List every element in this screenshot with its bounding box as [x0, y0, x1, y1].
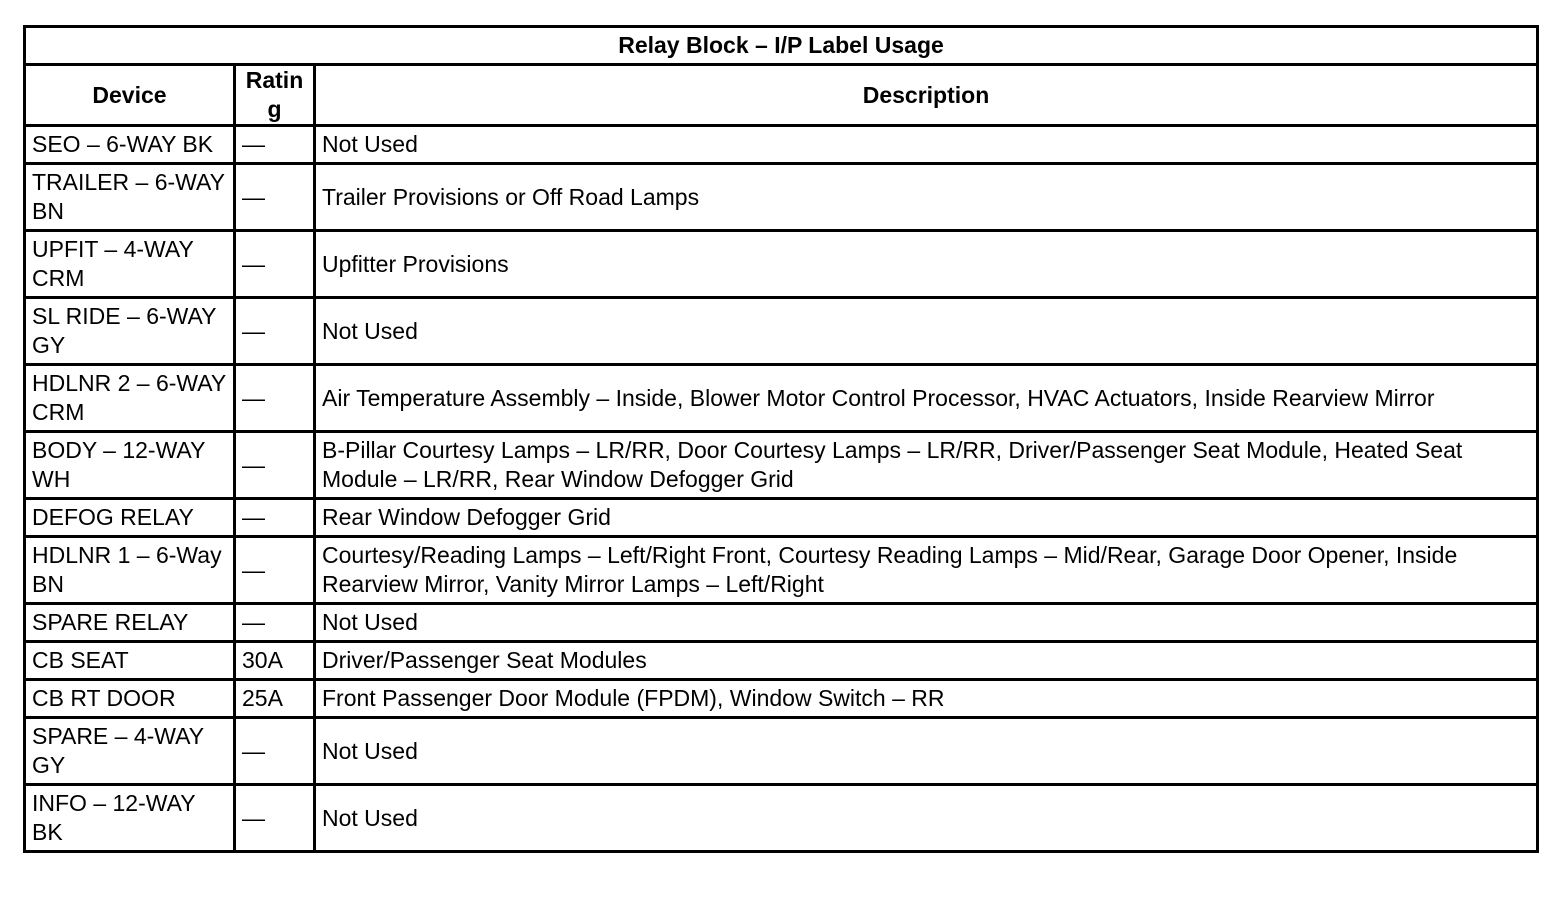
- description-cell: Not Used: [315, 604, 1538, 642]
- description-column-header: Description: [315, 65, 1538, 126]
- table-title: Relay Block – I/P Label Usage: [25, 27, 1538, 65]
- description-cell: Trailer Provisions or Off Road Lamps: [315, 164, 1538, 231]
- table-row: [25, 231, 1538, 298]
- device-cell: HDLNR 2 – 6-WAY CRM: [25, 365, 235, 432]
- description-cell: Not Used: [315, 126, 1538, 164]
- device-cell: TRAILER – 6-WAY BN: [25, 164, 235, 231]
- rating-column-header: Rating: [235, 65, 315, 126]
- rating-cell: —: [235, 298, 315, 365]
- device-cell: CB SEAT: [25, 642, 235, 680]
- description-cell: Upfitter Provisions: [315, 231, 1538, 298]
- description-cell: Air Temperature Assembly – Inside, Blower Motor Control Processor, HVAC Actuators, Inside Rearview Mirror: [315, 365, 1538, 432]
- table-row: [25, 718, 1538, 785]
- description-cell: Rear Window Defogger Grid: [315, 499, 1538, 537]
- device-cell: SL RIDE – 6-WAY GY: [25, 298, 235, 365]
- device-cell: UPFIT – 4-WAY CRM: [25, 231, 235, 298]
- device-cell: SPARE RELAY: [25, 604, 235, 642]
- device-cell: INFO – 12-WAY BK: [25, 785, 235, 852]
- table-row: [25, 680, 1538, 718]
- table-row: [25, 365, 1538, 432]
- table-row: [25, 499, 1538, 537]
- table-row: [25, 604, 1538, 642]
- rating-cell: —: [235, 164, 315, 231]
- description-cell: Front Passenger Door Module (FPDM), Window Switch – RR: [315, 680, 1538, 718]
- description-cell: Not Used: [315, 298, 1538, 365]
- description-cell: Courtesy/Reading Lamps – Left/Right Front, Courtesy Reading Lamps – Mid/Rear, Garage Door Opener, Inside Rearview Mirror, Vanity Mirror Lamps – Left/Right: [315, 537, 1538, 604]
- rating-cell: 30A: [235, 642, 315, 680]
- rating-cell: —: [235, 537, 315, 604]
- rating-cell: —: [235, 785, 315, 852]
- device-cell: SEO – 6-WAY BK: [25, 126, 235, 164]
- description-cell: Not Used: [315, 785, 1538, 852]
- table-row: [25, 126, 1538, 164]
- description-cell: Driver/Passenger Seat Modules: [315, 642, 1538, 680]
- table-row: [25, 785, 1538, 852]
- relay-block-label-usage-table: [23, 25, 1539, 853]
- table-row: [25, 298, 1538, 365]
- table-row: [25, 432, 1538, 499]
- description-cell: Not Used: [315, 718, 1538, 785]
- rating-cell: —: [235, 365, 315, 432]
- rating-cell: —: [235, 231, 315, 298]
- rating-cell: 25A: [235, 680, 315, 718]
- device-cell: SPARE – 4-WAY GY: [25, 718, 235, 785]
- rating-cell: —: [235, 499, 315, 537]
- device-column-header: Device: [25, 65, 235, 126]
- rating-cell: —: [235, 126, 315, 164]
- device-cell: HDLNR 1 – 6-Way BN: [25, 537, 235, 604]
- rating-cell: —: [235, 604, 315, 642]
- table-row: [25, 164, 1538, 231]
- table-header-row: [25, 65, 1538, 126]
- rating-cell: —: [235, 432, 315, 499]
- table-row: [25, 537, 1538, 604]
- table-row: [25, 642, 1538, 680]
- device-cell: DEFOG RELAY: [25, 499, 235, 537]
- description-cell: B-Pillar Courtesy Lamps – LR/RR, Door Courtesy Lamps – LR/RR, Driver/Passenger Seat Module, Heated Seat Module – LR/RR, Rear Window Defogger Grid: [315, 432, 1538, 499]
- rating-cell: —: [235, 718, 315, 785]
- device-cell: BODY – 12-WAY WH: [25, 432, 235, 499]
- device-cell: CB RT DOOR: [25, 680, 235, 718]
- table-title-row: [25, 27, 1538, 65]
